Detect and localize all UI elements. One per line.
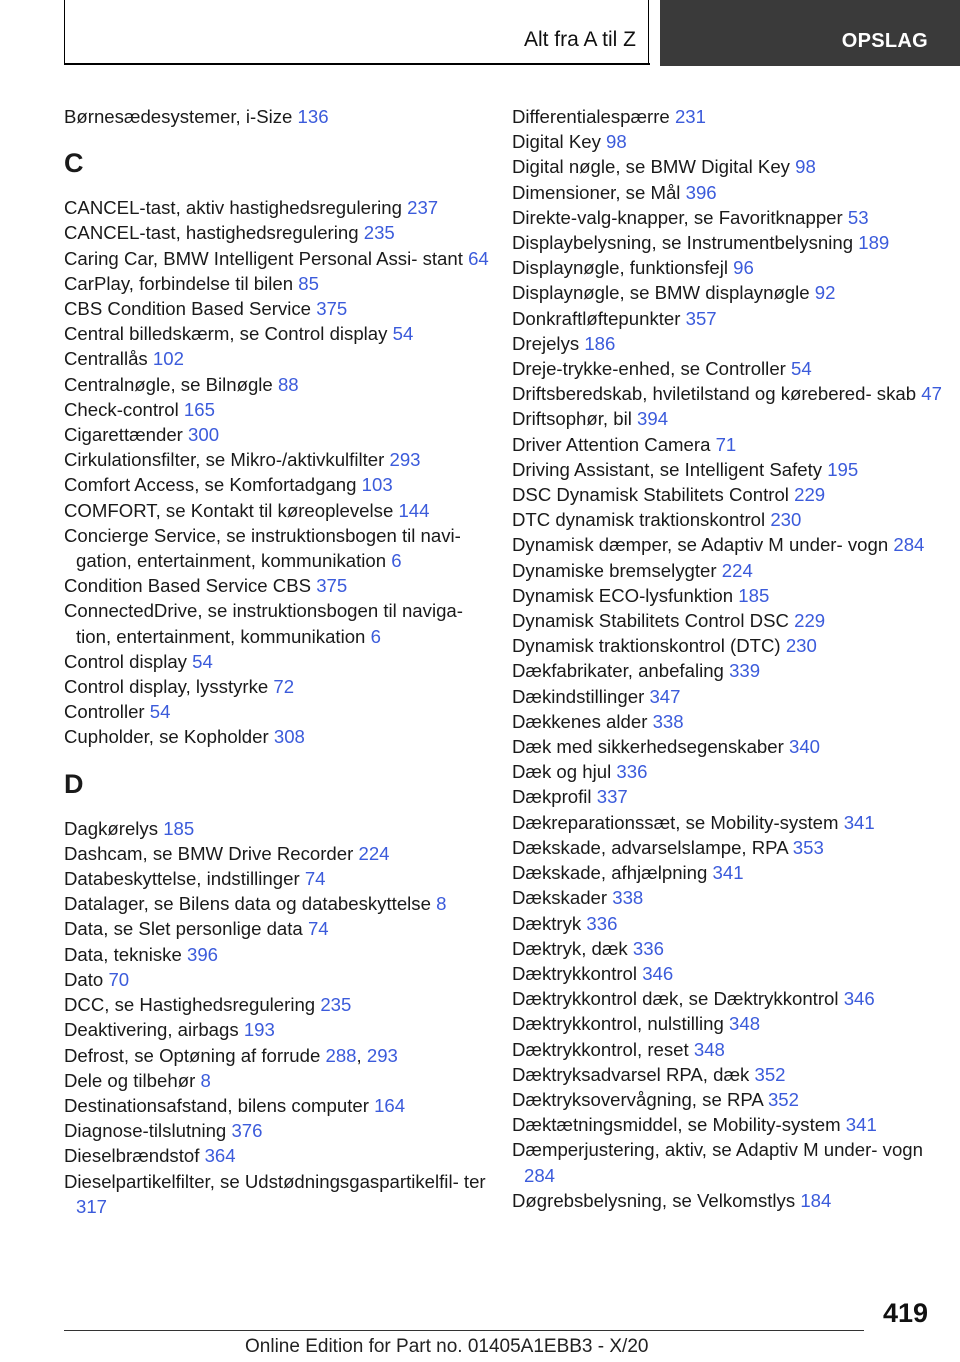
- index-entry-term: Driftsophør, bil: [512, 408, 632, 430]
- page-reference-link[interactable]: 185: [738, 584, 770, 606]
- index-entry: [64, 598, 494, 648]
- index-entry: [64, 447, 494, 472]
- page-reference-link[interactable]: 288: [325, 1044, 357, 1066]
- page-reference-link[interactable]: 375: [316, 575, 348, 597]
- index-entry: [64, 1169, 494, 1219]
- index-entry-term: Dæktryksovervågning, se RPA: [512, 1088, 763, 1110]
- page-reference-link[interactable]: 352: [754, 1063, 786, 1085]
- index-letter-heading: C: [64, 148, 84, 179]
- page-reference-link[interactable]: 337: [596, 786, 628, 808]
- page-reference-link[interactable]: 6: [391, 550, 402, 572]
- index-entry: [64, 916, 494, 941]
- index-entry-term: Drejelys: [512, 332, 580, 354]
- index-entry-term: Dækskade, afhjælpning: [512, 862, 708, 884]
- page-reference-link[interactable]: 364: [204, 1145, 236, 1167]
- index-entry-term: Driftsberedskab, hviletilstand og kørebered- skab: [512, 383, 917, 405]
- page-reference-link[interactable]: 144: [398, 499, 430, 521]
- index-entry: [64, 195, 494, 220]
- index-entry-term: Donkraftløftepunkter: [512, 307, 681, 329]
- page-reference-link[interactable]: 195: [827, 458, 859, 480]
- index-entry-term: Dimensioner, se Mål: [512, 181, 681, 203]
- index-entry: [64, 1118, 494, 1143]
- index-entry-term: Dæktrykkontrol, reset: [512, 1038, 689, 1060]
- index-entry-term: COMFORT, se Kontakt til køreoplevelse: [64, 499, 394, 521]
- index-entry: [512, 432, 942, 457]
- page-reference-link[interactable]: 338: [612, 887, 644, 909]
- header-rule-left: [64, 0, 65, 64]
- page-reference-link[interactable]: 237: [407, 197, 439, 219]
- index-entry: [64, 891, 494, 916]
- index-entry-term: Dagkørelys: [64, 817, 159, 839]
- index-entry-term: Condition Based Service CBS: [64, 575, 312, 597]
- page-reference-link[interactable]: 376: [231, 1120, 263, 1142]
- page-reference-link[interactable]: 346: [642, 962, 674, 984]
- page-reference-link[interactable]: 64: [468, 247, 489, 269]
- page-reference-link[interactable]: 6: [370, 625, 381, 647]
- index-entry: [512, 1037, 942, 1062]
- page-reference-link[interactable]: 336: [586, 912, 618, 934]
- page-reference-link[interactable]: 347: [649, 685, 681, 707]
- index-entry-term: Dækskader: [512, 887, 608, 909]
- page-reference-link[interactable]: 8: [436, 893, 447, 915]
- index-entry: [512, 180, 942, 205]
- index-entry: [512, 961, 942, 986]
- index-entry: [64, 422, 494, 447]
- page-reference-link[interactable]: 348: [693, 1038, 725, 1060]
- index-entry-term: Dæktryk: [512, 912, 582, 934]
- index-entry: [64, 573, 494, 598]
- index-entry-term: Displaynøgle, se BMW displaynøgle: [512, 282, 810, 304]
- page-reference-link[interactable]: 357: [685, 307, 717, 329]
- footer-edition: Online Edition for Part no. 01405A1EBB3 - X/20: [245, 1336, 649, 1357]
- page-reference-link[interactable]: 103: [361, 474, 393, 496]
- index-entry-term: Dæktryksadvarsel RPA, dæk: [512, 1063, 750, 1085]
- footer-rule: [64, 1330, 864, 1331]
- page-reference-link[interactable]: 74: [307, 918, 329, 940]
- page-reference-link[interactable]: 224: [358, 842, 390, 864]
- index-entry: [512, 129, 942, 154]
- index-entry: [512, 457, 942, 482]
- index-entry-term: Driver Attention Camera: [512, 433, 711, 455]
- index-entry-term: Destinationsafstand, bilens computer: [64, 1094, 369, 1116]
- page-reference-link[interactable]: 136: [297, 106, 329, 127]
- index-entry: [64, 699, 494, 724]
- index-entry: [512, 154, 942, 179]
- page-reference-link[interactable]: 186: [584, 332, 616, 354]
- index-entry-term: Dæk med sikkerhedsegenskaber: [512, 736, 784, 758]
- page-reference-link[interactable]: 235: [363, 222, 395, 244]
- index-entry: [512, 1188, 942, 1213]
- index-entry: [64, 1017, 494, 1042]
- page-reference-link[interactable]: 189: [858, 232, 890, 254]
- index-entry-term: Deaktivering, airbags: [64, 1019, 239, 1041]
- page-reference-link[interactable]: 54: [392, 323, 414, 345]
- page-reference-link[interactable]: 98: [606, 131, 627, 153]
- index-entry-term: Centrallås: [64, 348, 148, 370]
- index-entry-term: Diagnose-tilslutning: [64, 1120, 227, 1142]
- index-entry-term: Dæk og hjul: [512, 761, 612, 783]
- index-entry: [64, 523, 494, 573]
- page-reference-link[interactable]: 47: [921, 383, 942, 405]
- index-entry-term: Dreje-trykke-enhed, se Controller: [512, 358, 786, 380]
- index-entry: [64, 346, 494, 371]
- index-entry: [512, 860, 942, 885]
- index-entry: [512, 532, 942, 557]
- section-tab[interactable]: [660, 0, 960, 66]
- index-entry-term: Dynamisk ECO-lysfunktion: [512, 584, 734, 606]
- page-reference-link[interactable]: 229: [794, 610, 826, 632]
- page-reference-link[interactable]: 308: [273, 726, 305, 748]
- index-entry-term: Dynamisk dæmper, se Adaptiv M under- vogn: [512, 534, 889, 556]
- section-tab-label: OPSLAG: [841, 30, 928, 52]
- index-entry: [64, 841, 494, 866]
- page-reference-link[interactable]: 235: [320, 994, 352, 1016]
- index-entry-term: Differentialespærre: [512, 106, 670, 127]
- index-entry: [512, 835, 942, 860]
- page-reference-link[interactable]: 230: [770, 509, 802, 531]
- index-entry-term: Dæktætningsmiddel, se Mobility-system: [512, 1114, 841, 1136]
- index-letter-heading: D: [64, 768, 84, 799]
- page-reference-link[interactable]: 230: [785, 635, 817, 657]
- index-entry-term: Dækprofil: [512, 786, 592, 808]
- index-entry: [64, 296, 494, 321]
- index-entry: [64, 674, 494, 699]
- index-entry: [64, 472, 494, 497]
- index-entry-term: Dynamiske bremselygter: [512, 559, 717, 581]
- page-reference-link[interactable]: 8: [200, 1069, 211, 1091]
- index-entry: [512, 381, 942, 406]
- page-separator: ,: [356, 1044, 362, 1066]
- index-entry-term: Dato: [64, 968, 104, 990]
- index-entry-term: Cupholder, se Kopholder: [64, 726, 269, 748]
- index-entry-term: Caring Car, BMW Intelligent Personal Assi- stant: [64, 247, 463, 269]
- page-reference-link[interactable]: 70: [108, 968, 130, 990]
- index-entry: [512, 1011, 942, 1036]
- index-entry: [64, 724, 494, 749]
- index-entry: [64, 1068, 494, 1093]
- index-entry-term: DSC Dynamisk Stabilitets Control: [512, 484, 789, 506]
- index-entry-term: Dele og tilbehør: [64, 1069, 196, 1091]
- page-reference-link[interactable]: 348: [729, 1013, 761, 1035]
- index-entry: [512, 1062, 942, 1087]
- index-entry: [64, 992, 494, 1017]
- index-entry-term: Dæktrykkontrol dæk, se Dæktrykkontrol: [512, 988, 839, 1010]
- page-reference-link[interactable]: 74: [304, 868, 326, 890]
- page-reference-link[interactable]: 352: [767, 1088, 799, 1110]
- index-entry: [512, 633, 942, 658]
- index-entry: [512, 911, 942, 936]
- index-entry-term: Dieselpartikelfilter, se Udstødningsgaspartikelfil- ter: [64, 1170, 486, 1192]
- page-reference-link[interactable]: 338: [652, 710, 684, 732]
- page-reference-link[interactable]: 164: [374, 1094, 406, 1116]
- page-reference-link[interactable]: 85: [298, 272, 319, 294]
- index-entry-term: CANCEL-tast, hastighedsregulering: [64, 222, 359, 244]
- page-reference-link[interactable]: 185: [163, 817, 195, 839]
- index-entry: [512, 734, 942, 759]
- page-reference-link[interactable]: 336: [632, 937, 664, 959]
- index-entry-term: Dækkenes alder: [512, 710, 648, 732]
- page-reference-link[interactable]: 394: [637, 408, 669, 430]
- index-entry-term: Concierge Service, se instruktionsbogen til navi- gation, entertainment, kommunikation: [64, 524, 461, 572]
- page-number: 419: [882, 1298, 928, 1328]
- index-entry-term: Cirkulationsfilter, se Mikro-/aktivkulfilter: [64, 449, 385, 471]
- index-entry-term: Dynamisk traktionskontrol (DTC): [512, 635, 781, 657]
- page-reference-link[interactable]: 229: [794, 484, 826, 506]
- page-reference-link[interactable]: 54: [791, 358, 812, 380]
- page-reference-link[interactable]: 396: [187, 943, 219, 965]
- page-reference-link[interactable]: 92: [814, 282, 836, 304]
- index-entry: [64, 1043, 494, 1068]
- index-entry-term: Data, tekniske: [64, 943, 182, 965]
- index-entry-term: Centralnøgle, se Bilnøgle: [64, 373, 273, 395]
- page-reference-link[interactable]: 317: [76, 1195, 108, 1217]
- index-entry-term: Defrost, se Optøning af forrude: [64, 1044, 321, 1066]
- index-entry: [512, 784, 942, 809]
- page-reference-link[interactable]: 339: [729, 660, 761, 682]
- index-entry-term: Dækreparationssæt, se Mobility-system: [512, 811, 839, 833]
- index-entry-term: Dæmperjustering, aktiv, se Adaptiv M under- vogn: [512, 1139, 923, 1161]
- index-entry-term: Dæktrykkontrol: [512, 962, 638, 984]
- index-entry-term: Cigarettænder: [64, 424, 183, 446]
- page-reference-link[interactable]: 231: [674, 106, 706, 127]
- index-entry-term: DTC dynamisk traktionskontrol: [512, 509, 766, 531]
- index-entry: [512, 255, 942, 280]
- index-entry: [512, 986, 942, 1011]
- index-entry-term: ConnectedDrive, se instruktionsbogen til naviga- tion, entertainment, kommunikation: [64, 600, 463, 647]
- index-column-right: [512, 104, 942, 1213]
- index-entry-term: Digital Key: [512, 131, 601, 153]
- index-entry-term: Driving Assistant, se Intelligent Safety: [512, 458, 823, 480]
- header-rule-bottom: [64, 63, 650, 65]
- index-entry-term: Dækfabrikater, anbefaling: [512, 660, 724, 682]
- page-reference-link[interactable]: 96: [733, 257, 754, 279]
- index-entry-term: Dashcam, se BMW Drive Recorder: [64, 842, 354, 864]
- index-entry: [512, 936, 942, 961]
- index-entry: [64, 1093, 494, 1118]
- index-entry-term: Dieselbrændstof: [64, 1145, 200, 1167]
- page-reference-link[interactable]: 341: [845, 1114, 877, 1136]
- index-entry: [512, 507, 942, 532]
- index-entry: [64, 1143, 494, 1168]
- index-entry: [512, 306, 942, 331]
- index-entry: [512, 406, 942, 431]
- index-entry: [512, 759, 942, 784]
- page-reference-link[interactable]: 284: [893, 534, 925, 556]
- page-reference-link[interactable]: 184: [800, 1189, 832, 1211]
- index-entry-term: Datalager, se Bilens data og databeskyttelse: [64, 893, 431, 915]
- page-reference-link[interactable]: 375: [316, 298, 348, 320]
- index-entry-term: Direkte-valg-knapper, se Favoritknapper: [512, 206, 843, 228]
- index-entry-term: Data, se Slet personlige data: [64, 918, 303, 940]
- section-title: Alt fra A til Z: [523, 28, 636, 51]
- page-reference-link[interactable]: 284: [524, 1164, 556, 1186]
- index-entry: [512, 230, 942, 255]
- page-reference-link[interactable]: 98: [795, 156, 816, 178]
- index-entry: [64, 942, 494, 967]
- index-entry-term: Control display, lysstyrke: [64, 676, 269, 698]
- index-entry: [512, 810, 942, 835]
- index-entry-term: Børnesædesystemer, i-Size: [64, 106, 293, 127]
- index-entry-term: CBS Condition Based Service: [64, 298, 312, 320]
- header-rule-right: [648, 0, 649, 64]
- page-reference-link[interactable]: 165: [183, 398, 215, 420]
- index-entry-term: Check-control: [64, 398, 179, 420]
- index-entry-term: CarPlay, forbindelse til bilen: [64, 272, 294, 294]
- index-entry: [512, 482, 942, 507]
- index-entry: [512, 356, 942, 381]
- index-entry-term: CANCEL-tast, aktiv hastighedsregulering: [64, 197, 402, 219]
- index-entry: [512, 709, 942, 734]
- page-reference-link[interactable]: 340: [788, 736, 821, 758]
- page-reference-link[interactable]: 341: [712, 862, 744, 884]
- index-entry: [64, 816, 494, 841]
- page-reference-link[interactable]: 353: [792, 836, 824, 858]
- index-entry-term: Dækskade, advarselslampe, RPA: [512, 836, 788, 858]
- index-entry-term: DCC, se Hastighedsregulering: [64, 994, 316, 1016]
- index-entry: [64, 967, 494, 992]
- page-reference-link[interactable]: 72: [273, 676, 295, 698]
- index-entry: [512, 280, 942, 305]
- index-entry: [512, 205, 942, 230]
- page-reference-link[interactable]: 224: [721, 559, 753, 581]
- page-reference-link[interactable]: 293: [389, 449, 421, 471]
- index-entry: [64, 220, 494, 245]
- page-reference-link[interactable]: 53: [847, 206, 869, 228]
- page-reference-link[interactable]: 54: [192, 650, 213, 672]
- page-reference-link[interactable]: 346: [843, 988, 875, 1010]
- index-entry-term: Databeskyttelse, indstillinger: [64, 868, 300, 890]
- index-entry: [64, 866, 494, 891]
- index-entry-term: Dæktryk, dæk: [512, 937, 628, 959]
- page-reference-link[interactable]: 341: [843, 811, 875, 833]
- index-entry: [512, 684, 942, 709]
- index-entry-term: Dæktrykkontrol, nulstilling: [512, 1013, 724, 1035]
- index-entry: [512, 583, 942, 608]
- index-entry: [512, 658, 942, 683]
- index-entry: [64, 104, 494, 129]
- index-entry: [64, 372, 494, 397]
- index-entry: [512, 1112, 942, 1137]
- index-entry-term: Displaybelysning, se Instrumentbelysning: [512, 232, 854, 254]
- index-entry: [64, 397, 494, 422]
- index-entry: [512, 331, 942, 356]
- page-reference-link[interactable]: 71: [715, 433, 737, 455]
- index-entry-term: Displaynøgle, funktionsfejl: [512, 257, 728, 279]
- page-reference-link[interactable]: 193: [243, 1019, 275, 1041]
- index-entry: [512, 1087, 942, 1112]
- index-column-left: [64, 104, 494, 1219]
- page-reference-link[interactable]: 293: [366, 1044, 398, 1066]
- index-entry-term: Control display: [64, 650, 187, 672]
- index-entry-term: Dynamisk Stabilitets Control DSC: [512, 610, 789, 632]
- page-reference-link[interactable]: 88: [277, 373, 299, 395]
- index-entry: [64, 246, 494, 271]
- index-entry: [512, 608, 942, 633]
- index-entry: [64, 498, 494, 523]
- index-entry: [64, 321, 494, 346]
- index-entry-term: Comfort Access, se Komfortadgang: [64, 474, 357, 496]
- index-entry-term: Central billedskærm, se Control display: [64, 323, 388, 345]
- page-reference-link[interactable]: 300: [188, 424, 220, 446]
- index-entry-term: Digital nøgle, se BMW Digital Key: [512, 156, 790, 178]
- index-entry: [512, 885, 942, 910]
- index-entry-term: Døgrebsbelysning, se Velkomstlys: [512, 1189, 796, 1211]
- page-reference-link[interactable]: 336: [616, 761, 648, 783]
- index-entry-term: Dækindstillinger: [512, 685, 645, 707]
- index-entry: [512, 1137, 942, 1187]
- index-entry: [64, 271, 494, 296]
- index-entry: [64, 649, 494, 674]
- index-entry-term: Controller: [64, 701, 145, 723]
- index-entry: [512, 558, 942, 583]
- page-reference-link[interactable]: 54: [149, 701, 171, 723]
- page-reference-link[interactable]: 396: [685, 181, 717, 203]
- page-reference-link[interactable]: 102: [152, 348, 184, 370]
- index-entry: [512, 104, 942, 129]
